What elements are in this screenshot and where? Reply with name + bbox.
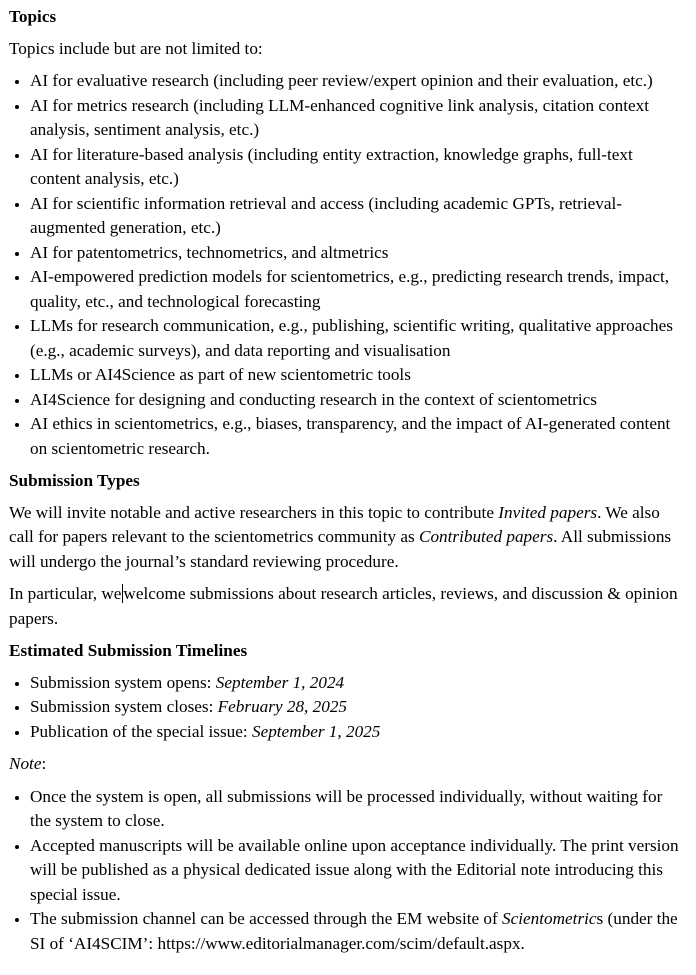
list-item: • AI ethics in scientometrics, e.g., biases, transparency, and the impact of AI-generated content on scientometric research. [30, 412, 686, 461]
submission-types-paragraph-2[interactable] [9, 582, 686, 631]
note-colon: : [41, 754, 47, 773]
contributed-papers-text: Contributed papers [418, 527, 554, 546]
list-item [30, 907, 686, 956]
text-run: We will invite notable and active researchers in this topic to contribute [9, 502, 499, 522]
list-item: • AI for evaluative research (including peer review/expert opinion and their evaluation, etc.) [30, 69, 686, 94]
timeline-date: February 28, 2025 [217, 697, 348, 716]
timeline-date: September 1, 2025 [251, 721, 381, 741]
list-item [30, 695, 686, 720]
list-item: • AI for metrics research (including LLM-enhanced cognitive link analysis, citation context analysis, sentiment analysis, etc.) [30, 94, 686, 143]
topics-heading: Topics [9, 7, 57, 26]
list-item: • Once the system is open, all submissions will be processed individually, without waiting for the system to close. [30, 785, 686, 834]
list-item: • Accepted manuscripts will be available online upon acceptance individually. The print version will be published as a physical dedicated issue along with the Editorial note introducing this special issue. [30, 834, 686, 908]
timeline-label: Submission system opens: [30, 672, 216, 692]
timeline-label: Publication of the special issue: [30, 721, 252, 741]
list-item: • AI for patentometrics, technometrics, and altmetrics [30, 241, 686, 266]
submission-types-paragraph-1 [9, 501, 686, 575]
invited-papers-text: Invited papers [498, 502, 598, 522]
text-run: . We also call for papers relevant to the scientometrics community as [9, 502, 660, 546]
text-run: The submission channel can be accessed through the EM website of [30, 909, 503, 928]
text-run: s (under the SI of ‘AI4SCIM’: https://www.editorialmanager.com/scim/default.aspx. [30, 909, 678, 953]
timelines-list [9, 671, 686, 745]
text-run: . All submissions will undergo the journal’s standard reviewing procedure. [9, 527, 672, 571]
list-item: • AI-empowered prediction models for scientometrics, e.g., predicting research trends, impact, quality, etc., and technological forecasting [30, 265, 686, 314]
text-run: In particular, we [9, 584, 122, 603]
timeline-label: Submission system closes: [30, 697, 218, 716]
text-run: welcome submissions about research articles, reviews, and discussion & opinion papers. [9, 584, 678, 628]
list-item [30, 671, 686, 696]
topics-intro: Topics include but are not limited to: [9, 38, 263, 58]
list-item [30, 720, 686, 745]
note-list [9, 785, 686, 957]
timelines-heading: Estimated Submission Timelines [9, 641, 248, 660]
topics-list [9, 69, 686, 461]
list-item: • AI for literature-based analysis (including entity extraction, knowledge graphs, full-text content analysis, etc.) [30, 143, 686, 192]
list-item: • AI for scientific information retrieval and access (including academic GPTs, retrieval-augmented generation, etc.) [30, 192, 686, 241]
list-item: • AI4Science for designing and conducting research in the context of scientometrics [30, 388, 686, 413]
timeline-date: September 1, 2024 [215, 672, 345, 692]
journal-name: Scientometric [502, 909, 597, 928]
submission-types-heading: Submission Types [9, 471, 140, 490]
list-item: • LLMs or AI4Science as part of new scientometric tools [30, 363, 686, 388]
note-label-text: Note [9, 754, 42, 773]
note-label [9, 752, 686, 777]
list-item: • LLMs for research communication, e.g., publishing, scientific writing, qualitative approaches (e.g., academic surveys), and data reporting and visualisation [30, 314, 686, 363]
